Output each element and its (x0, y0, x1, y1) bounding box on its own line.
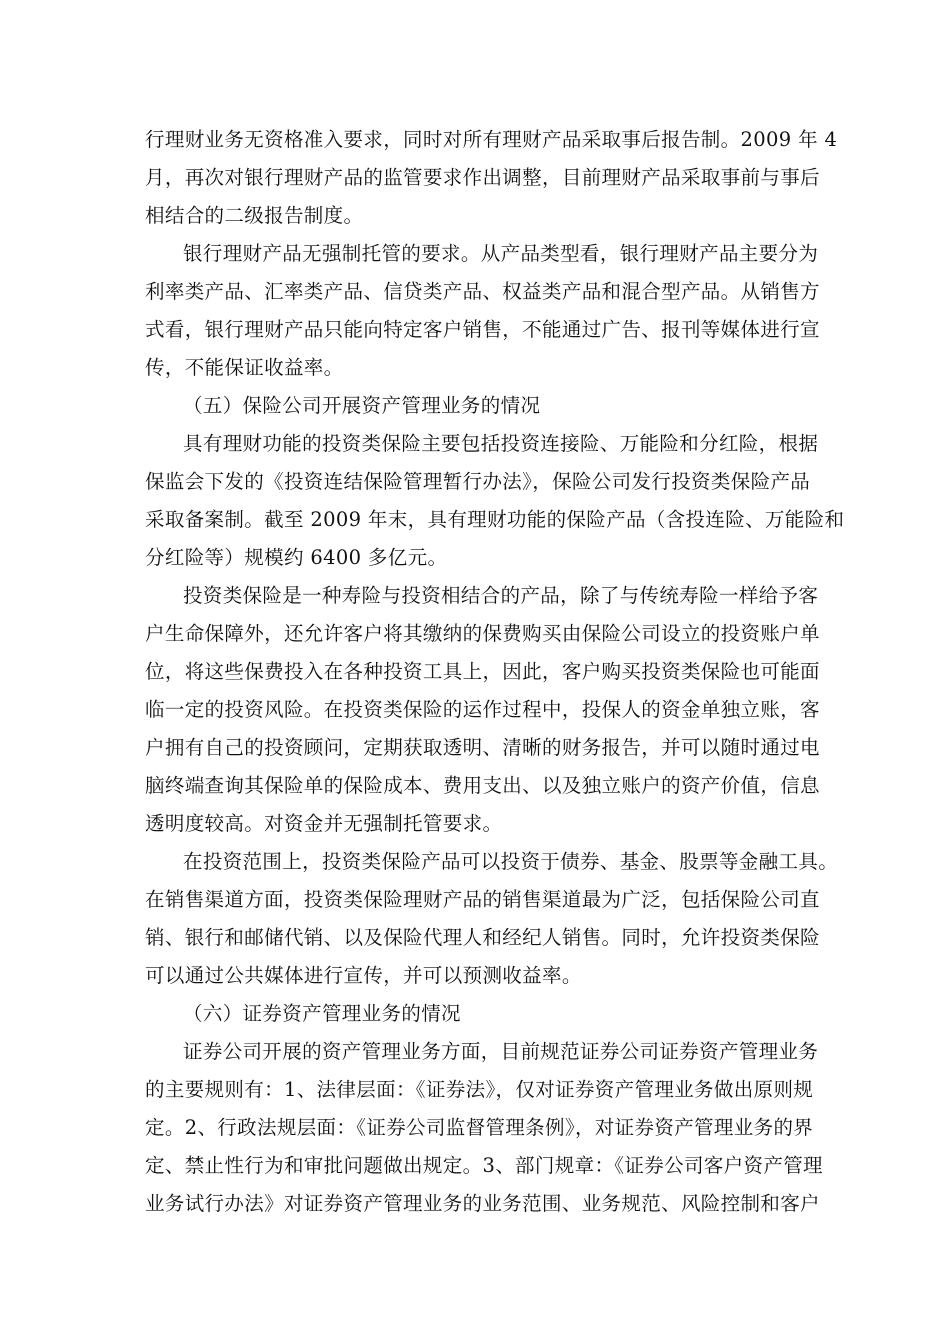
text-line: 透明度较高。对资金并无强制托管要求。 (145, 812, 503, 835)
text-line: 定。2、行政法规层面：《证券公司监督管理条例》，对证券资产管理业务的界 (145, 1116, 814, 1139)
text-line: 户拥有自己的投资顾问，定期获取透明、清晰的财务报告，并可以随时通过电 (145, 736, 820, 759)
text-line: 相结合的二级报告制度。 (145, 204, 364, 227)
text-line: 月，再次对银行理财产品的监管要求作出调整，目前理财产品采取事前与事后 (145, 166, 820, 189)
text-line: 传，不能保证收益率。 (145, 356, 344, 379)
text-line: 证券公司开展的资产管理业务方面，目前规范证券公司证券资产管理业务 (183, 1040, 819, 1063)
text-line: 在投资范围上，投资类保险产品可以投资于债券、基金、股票等金融工具。 (183, 850, 839, 873)
text-line: 位，将这些保费投入在各种投资工具上，因此，客户购买投资类保险也可能面 (145, 660, 820, 683)
section-heading: （六）证券资产管理业务的情况 (183, 1002, 461, 1025)
text-line: 业务试行办法》对证券资产管理业务的业务范围、业务规范、风险控制和客户 (145, 1192, 820, 1215)
text-line: 式看，银行理财产品只能向特定客户销售，不能通过广告、报刊等媒体进行宣 (145, 318, 820, 341)
text-line: 银行理财产品无强制托管的要求。从产品类型看，银行理财产品主要分为 (183, 242, 819, 265)
text-line: 户生命保障外，还允许客户将其缴纳的保费购买由保险公司设立的投资账户单 (145, 622, 820, 645)
text-line: 利率类产品、汇率类产品、信贷类产品、权益类产品和混合型产品。从销售方 (145, 280, 820, 303)
text-line: 销、银行和邮储代销、以及保险代理人和经纪人销售。同时，允许投资类保险 (145, 926, 820, 949)
text-line: 定、禁止性行为和审批问题做出规定。3、部门规章：《证券公司客户资产管理 (145, 1154, 823, 1177)
text-line: 分红险等）规模约 6400 多亿元。 (145, 546, 448, 569)
text-line: 行理财业务无资格准入要求，同时对所有理财产品采取事后报告制。2009 年 4 (145, 128, 838, 151)
text-line: 保监会下发的《投资连结保险管理暂行办法》，保险公司发行投资类保险产品 (145, 470, 811, 493)
text-line: 在销售渠道方面，投资类保险理财产品的销售渠道最为广泛，包括保险公司直 (145, 888, 820, 911)
text-line: 采取备案制。截至 2009 年末，具有理财功能的保险产品（含投连险、万能险和 (145, 508, 845, 531)
text-line: 临一定的投资风险。在投资类保险的运作过程中，投保人的资金单独立账，客 (145, 698, 820, 721)
text-line: 脑终端查询其保险单的保险成本、费用支出、以及独立账户的资产价值，信息 (145, 774, 820, 797)
text-line: 投资类保险是一种寿险与投资相结合的产品，除了与传统寿险一样给予客 (183, 584, 819, 607)
text-line: 具有理财功能的投资类保险主要包括投资连接险、万能险和分红险，根据 (183, 432, 819, 455)
section-heading: （五）保险公司开展资产管理业务的情况 (183, 394, 541, 417)
text-line: 的主要规则有：1、法律层面：《证券法》，仅对证券资产管理业务做出原则规 (145, 1078, 814, 1101)
text-line: 可以通过公共媒体进行宣传，并可以预测收益率。 (145, 964, 582, 987)
